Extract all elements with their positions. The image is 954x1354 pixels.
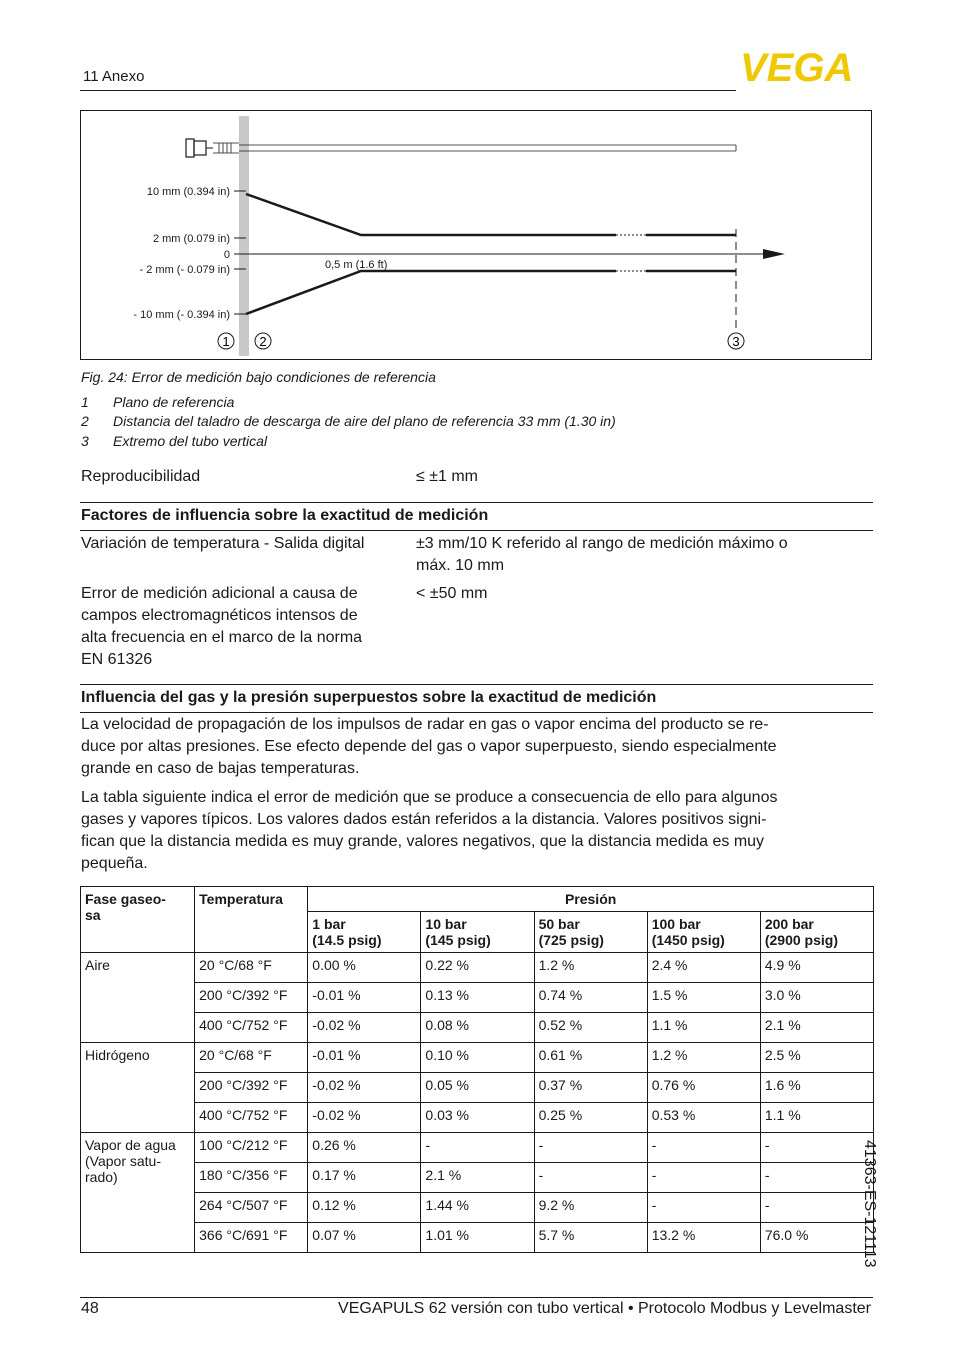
error-value-cell: 1.44 % (421, 1193, 534, 1223)
temperature-cell: 200 °C/392 °F (195, 1073, 308, 1103)
header-phase: Fase gaseo- sa (81, 887, 195, 953)
label-minus-10mm: - 10 mm (- 0.394 in) (133, 309, 230, 321)
section-title: Factores de influencia sobre la exactitud de medición (81, 507, 489, 524)
error-value-cell: 1.2 % (647, 1043, 760, 1073)
error-value-cell: 1.5 % (647, 983, 760, 1013)
error-value-cell: 1.1 % (760, 1103, 873, 1133)
svg-text:3: 3 (732, 334, 740, 349)
svg-text:2: 2 (259, 334, 267, 349)
error-value-cell: 0.53 % (647, 1103, 760, 1133)
error-value-cell: - (534, 1133, 647, 1163)
error-value-cell: 0.07 % (308, 1223, 421, 1253)
error-value-cell: 0.03 % (421, 1103, 534, 1133)
error-value-cell: 76.0 % (760, 1223, 873, 1253)
error-value-cell: 0.08 % (421, 1013, 534, 1043)
error-value-cell: - (421, 1133, 534, 1163)
header-temperature: Temperatura (195, 887, 308, 953)
measurement-error-diagram (81, 111, 873, 361)
footer-title: VEGAPULS 62 versión con tubo vertical • Protocolo Modbus y Levelmaster (338, 1300, 871, 1317)
error-value-cell: 3.0 % (760, 983, 873, 1013)
error-value-cell: 2.5 % (760, 1043, 873, 1073)
temperature-cell: 180 °C/356 °F (195, 1163, 308, 1193)
error-value-cell: 0.61 % (534, 1043, 647, 1073)
section-rule (80, 530, 873, 531)
header-pressure: Presión (308, 887, 874, 912)
table-row (81, 983, 874, 1013)
error-value-cell: - (647, 1163, 760, 1193)
table-row (81, 1043, 874, 1073)
temperature-label: Variación de temperatura - Salida digital (81, 535, 365, 552)
temperature-cell: 400 °C/752 °F (195, 1013, 308, 1043)
reproducibility-label: Reproducibilidad (81, 468, 201, 485)
gas-phase-cell: Vapor de agua (Vapor satu- rado) (81, 1133, 195, 1253)
error-value-cell: 1.01 % (421, 1223, 534, 1253)
error-value-cell: 0.00 % (308, 953, 421, 983)
error-value-cell: - (647, 1133, 760, 1163)
upper-error-curve (246, 194, 616, 235)
reference-plane (239, 116, 249, 356)
table-row (81, 1133, 874, 1163)
error-value-cell: - (760, 1193, 873, 1223)
temperature-cell: 20 °C/68 °F (195, 953, 308, 983)
error-value-cell: 1.6 % (760, 1073, 873, 1103)
paragraph: La tabla siguiente indica el error de medición que se produce a consecuencia de ello para algunos gases y vapores típicos. Los valores dados están referidos a la distancia. Valores positivos signi- fican que la distancia medida es muy grande, valores negativos, que la distancia medida es muy pequeña. (81, 789, 778, 872)
table-row (81, 953, 874, 983)
error-value-cell: 0.26 % (308, 1133, 421, 1163)
error-value-cell: 0.22 % (421, 953, 534, 983)
error-value-cell: 0.13 % (421, 983, 534, 1013)
error-value-cell: 2.4 % (647, 953, 760, 983)
vega-logo (740, 50, 875, 84)
header-p3: 50 bar (725 psig) (534, 912, 647, 953)
label-plus-2mm: 2 mm (0.079 in) (152, 233, 230, 245)
error-value-cell: 0.76 % (647, 1073, 760, 1103)
error-value-cell: - (534, 1163, 647, 1193)
temperature-value: ±3 mm/10 K referido al rango de medición máximo o máx. 10 mm (416, 535, 788, 574)
page-number: 48 (81, 1300, 99, 1317)
footer-rule (80, 1297, 873, 1298)
reproducibility-value: ≤ ±1 mm (416, 468, 479, 485)
error-value-cell: - (760, 1133, 873, 1163)
error-value-cell: 0.17 % (308, 1163, 421, 1193)
error-value-cell: 0.25 % (534, 1103, 647, 1133)
label-zero: 0 (223, 249, 230, 261)
error-value-cell: 0.10 % (421, 1043, 534, 1073)
logo-text: VEGA (740, 50, 854, 84)
temperature-cell: 100 °C/212 °F (195, 1133, 308, 1163)
section-rule (80, 684, 873, 685)
error-value-cell: 2.1 % (421, 1163, 534, 1193)
table-row (81, 1103, 874, 1133)
error-value-cell: -0.01 % (308, 983, 421, 1013)
error-value-cell: -0.02 % (308, 1103, 421, 1133)
error-value-cell: 4.9 % (760, 953, 873, 983)
label-minus-2mm: - 2 mm (- 0.079 in) (139, 264, 230, 276)
gas-phase-cell: Hidrógeno (81, 1043, 195, 1133)
table-row (81, 1013, 874, 1043)
error-value-cell: 0.05 % (421, 1073, 534, 1103)
legend-item: 3 Extremo del tubo vertical (81, 433, 268, 449)
header-p2: 10 bar (145 psig) (421, 912, 534, 953)
sensor-icon (186, 139, 194, 157)
error-value-cell: - (760, 1163, 873, 1193)
error-value-cell: 0.12 % (308, 1193, 421, 1223)
table-row (81, 1073, 874, 1103)
gas-pressure-table (80, 886, 874, 1253)
label-distance: 0,5 m (1.6 ft) (325, 259, 388, 271)
section-title: Influencia del gas y la presión superpuestos sobre la exactitud de medición (81, 689, 657, 706)
error-value-cell: 0.52 % (534, 1013, 647, 1043)
lower-error-curve (246, 271, 616, 314)
table-row (81, 1193, 874, 1223)
error-value-cell: -0.02 % (308, 1013, 421, 1043)
arrow-icon (763, 249, 785, 259)
section-rule (80, 502, 873, 503)
gas-phase-cell: Aire (81, 953, 195, 1043)
temperature-cell: 400 °C/752 °F (195, 1103, 308, 1133)
document-code: 41363-ES-121113 (861, 1140, 878, 1268)
error-value-cell: -0.02 % (308, 1073, 421, 1103)
error-value-cell: 1.2 % (534, 953, 647, 983)
legend-item: 2 Distancia del taladro de descarga de aire del plano de referencia 33 mm (1.30 in) (81, 413, 616, 429)
section-rule (80, 712, 873, 713)
temperature-cell: 200 °C/392 °F (195, 983, 308, 1013)
header-p5: 200 bar (2900 psig) (760, 912, 873, 953)
section-header: 11 Anexo (83, 68, 145, 85)
header-p1: 1 bar (14.5 psig) (308, 912, 421, 953)
emc-value: < ±50 mm (416, 585, 488, 602)
label-plus-10mm: 10 mm (0.394 in) (146, 186, 230, 198)
svg-text:1: 1 (222, 334, 230, 349)
emc-label: Error de medición adicional a causa de campos electromagnéticos intensos de alta frecuencia en el marco de la norma EN 61326 (81, 585, 363, 668)
header-rule (80, 90, 736, 91)
error-value-cell: 1.1 % (647, 1013, 760, 1043)
figure-caption: Fig. 24: Error de medición bajo condiciones de referencia (81, 369, 436, 385)
paragraph: La velocidad de propagación de los impulsos de radar en gas o vapor encima del producto se re- duce por altas presiones. Ese efecto depende del gas o vapor superpuesto, siendo especialmente grande en caso de bajas temperaturas. (81, 716, 777, 777)
temperature-cell: 20 °C/68 °F (195, 1043, 308, 1073)
error-value-cell: - (647, 1193, 760, 1223)
error-value-cell: 9.2 % (534, 1193, 647, 1223)
temperature-cell: 366 °C/691 °F (195, 1223, 308, 1253)
header-p4: 100 bar (1450 psig) (647, 912, 760, 953)
error-value-cell: -0.01 % (308, 1043, 421, 1073)
error-value-cell: 0.37 % (534, 1073, 647, 1103)
error-value-cell: 2.1 % (760, 1013, 873, 1043)
error-value-cell: 13.2 % (647, 1223, 760, 1253)
error-value-cell: 0.74 % (534, 983, 647, 1013)
table-row (81, 1163, 874, 1193)
temperature-cell: 264 °C/507 °F (195, 1193, 308, 1223)
error-value-cell: 5.7 % (534, 1223, 647, 1253)
table-row (81, 1223, 874, 1253)
figure-box (80, 110, 872, 360)
legend-item: 1 Plano de referencia (81, 394, 235, 410)
